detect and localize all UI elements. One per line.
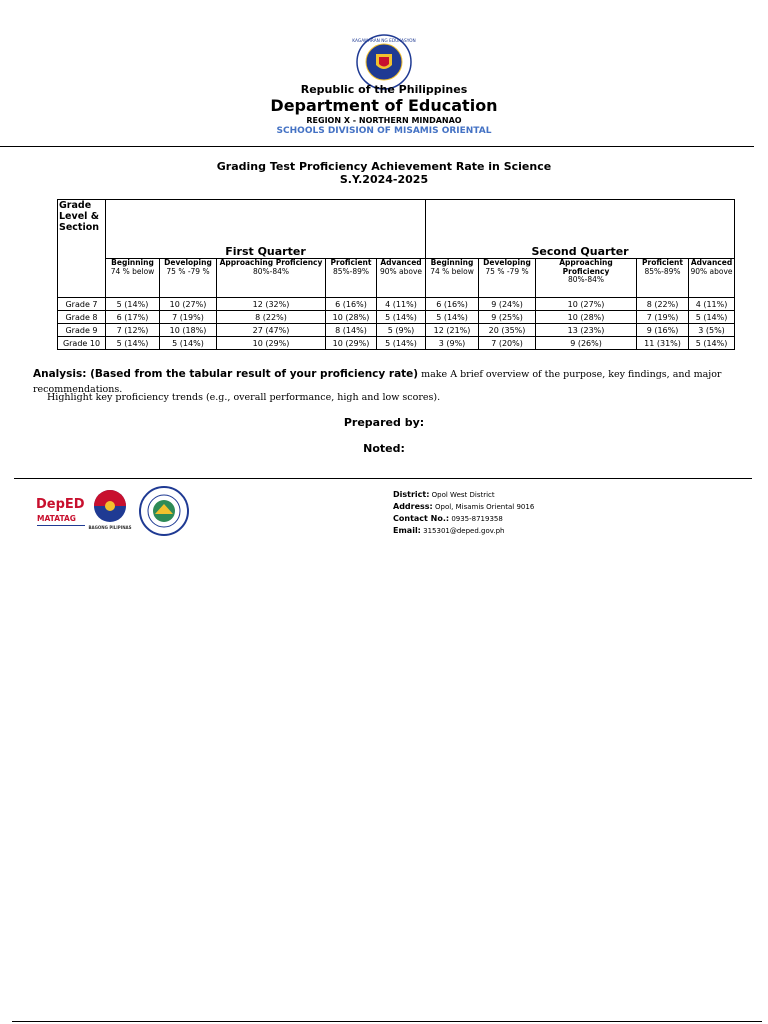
contact-value: 0935-8719358 xyxy=(451,515,503,523)
band-header xyxy=(160,259,217,298)
band-header xyxy=(377,259,426,298)
table-row xyxy=(58,324,735,337)
band-name: Developing xyxy=(164,258,212,267)
value-cell: 9 (25%) xyxy=(479,311,536,324)
band-name: Developing xyxy=(483,258,531,267)
value-cell: 27 (47%) xyxy=(217,324,326,337)
value-cell: 6 (17%) xyxy=(106,311,160,324)
second-quarter-header: Second Quarter xyxy=(426,200,735,259)
band-range: 85%-89% xyxy=(644,266,681,276)
seal-text: KAGAWARAN NG EDUKASYON xyxy=(352,39,416,44)
analysis-heading: Analysis: (Based from the tabular result of your proficiency rate) xyxy=(33,368,419,380)
value-cell: 3 (5%) xyxy=(689,324,735,337)
band-name: Proficient xyxy=(330,258,372,267)
band-range: 90% above xyxy=(379,266,423,276)
band-header xyxy=(479,259,536,298)
quarter-header-row xyxy=(58,200,735,259)
email-line xyxy=(393,525,534,537)
school-seal-icon xyxy=(139,486,189,536)
matatag-text: MATATAG xyxy=(37,514,76,523)
report-title-block xyxy=(0,160,768,186)
value-cell: 10 (28%) xyxy=(536,311,637,324)
prepared-by-label: Prepared by: xyxy=(343,416,425,429)
table-row xyxy=(58,298,735,311)
value-cell: 3 (9%) xyxy=(426,337,479,350)
value-cell: 8 (14%) xyxy=(326,324,377,337)
table-row xyxy=(58,337,735,350)
value-cell: 5 (14%) xyxy=(377,311,426,324)
band-name: Advanced xyxy=(380,258,422,267)
division-heading: SCHOOLS DIVISION OF MISAMIS ORIENTAL xyxy=(276,126,492,136)
value-cell: 6 (16%) xyxy=(426,298,479,311)
value-cell: 7 (19%) xyxy=(637,311,689,324)
bagong-pilipinas-text: BAGONG PILIPINAS xyxy=(88,525,132,530)
band-name: Approaching Proficiency xyxy=(219,258,323,267)
value-cell: 9 (26%) xyxy=(536,337,637,350)
band-range: 74 % below xyxy=(430,266,474,276)
value-cell: 10 (29%) xyxy=(217,337,326,350)
band-name: Beginning xyxy=(430,258,474,267)
band-range: 80%-84% xyxy=(567,275,605,284)
highlight-note: Highlight key proficiency trends (e.g., overall performance, high and low scores). xyxy=(47,392,441,403)
proficiency-table xyxy=(57,199,735,350)
value-cell: 5 (9%) xyxy=(377,324,426,337)
value-cell: 5 (14%) xyxy=(377,337,426,350)
value-cell: 8 (22%) xyxy=(637,298,689,311)
value-cell: 10 (18%) xyxy=(160,324,217,337)
contact-label: Contact No.: xyxy=(393,514,450,523)
page-bottom-border xyxy=(12,1021,762,1022)
band-name: Approaching Proficiency xyxy=(559,258,613,276)
grade-cell: Grade 10 xyxy=(58,337,106,350)
value-cell: 10 (27%) xyxy=(160,298,217,311)
region-heading: REGION X - NORTHERN MINDANAO xyxy=(306,116,462,125)
value-cell: 5 (14%) xyxy=(426,311,479,324)
table-row xyxy=(58,311,735,324)
value-cell: 4 (11%) xyxy=(689,298,735,311)
address-value: Opol, Misamis Oriental 9016 xyxy=(434,503,535,511)
grade-cell: Grade 7 xyxy=(58,298,106,311)
value-cell: 11 (31%) xyxy=(637,337,689,350)
school-year: S.Y.2024-2025 xyxy=(339,173,429,186)
band-range: 80%-84% xyxy=(252,266,290,276)
band-range: 75 % -79 % xyxy=(485,266,529,276)
value-cell: 5 (14%) xyxy=(106,298,160,311)
republic-heading: Republic of the Philippines xyxy=(300,83,468,96)
band-range: 90% above xyxy=(690,266,733,276)
value-cell: 13 (23%) xyxy=(536,324,637,337)
district-label: District: xyxy=(393,490,430,499)
band-range: 74 % below xyxy=(110,266,155,276)
value-cell: 9 (16%) xyxy=(637,324,689,337)
grade-cell: Grade 9 xyxy=(58,324,106,337)
contact-block xyxy=(393,489,534,537)
value-cell: 10 (29%) xyxy=(326,337,377,350)
band-name: Proficient xyxy=(642,258,683,267)
footer-divider xyxy=(14,478,752,479)
analysis-text: make A brief overview of the purpose, key findings, and major recommendations. xyxy=(33,369,722,395)
value-cell: 10 (28%) xyxy=(326,311,377,324)
value-cell: 12 (32%) xyxy=(217,298,326,311)
district-value: Opol West District xyxy=(431,491,495,499)
address-line xyxy=(393,501,534,513)
band-name: Beginning xyxy=(111,258,154,267)
grade-level-header: Grade Level & Section xyxy=(58,200,106,298)
noted-label: Noted: xyxy=(363,442,405,455)
deped-matatag-logo xyxy=(36,493,86,533)
header-divider xyxy=(0,146,754,147)
value-cell: 10 (27%) xyxy=(536,298,637,311)
band-header-row xyxy=(58,259,735,298)
value-cell: 12 (21%) xyxy=(426,324,479,337)
email-value: 315301@deped.gov.ph xyxy=(423,527,505,535)
value-cell: 20 (35%) xyxy=(479,324,536,337)
band-range: 85%-89% xyxy=(332,266,370,276)
address-label: Address: xyxy=(393,502,433,511)
value-cell: 8 (22%) xyxy=(217,311,326,324)
deped-logo-text: DepED xyxy=(36,497,85,512)
band-header xyxy=(326,259,377,298)
value-cell: 7 (12%) xyxy=(106,324,160,337)
value-cell: 4 (11%) xyxy=(377,298,426,311)
contact-line xyxy=(393,513,534,525)
value-cell: 9 (24%) xyxy=(479,298,536,311)
band-header xyxy=(217,259,326,298)
value-cell: 7 (19%) xyxy=(160,311,217,324)
value-cell: 6 (16%) xyxy=(326,298,377,311)
value-cell: 5 (14%) xyxy=(689,337,735,350)
band-name: Advanced xyxy=(690,258,733,267)
grade-cell: Grade 8 xyxy=(58,311,106,324)
department-heading: Department of Education xyxy=(270,96,498,115)
band-range: 75 % -79 % xyxy=(166,266,210,276)
email-label: Email: xyxy=(393,526,421,535)
value-cell: 7 (20%) xyxy=(479,337,536,350)
first-quarter-header: First Quarter xyxy=(106,200,426,259)
value-cell: 5 (14%) xyxy=(160,337,217,350)
value-cell: 5 (14%) xyxy=(689,311,735,324)
band-header xyxy=(689,259,735,298)
band-header xyxy=(426,259,479,298)
value-cell: 5 (14%) xyxy=(106,337,160,350)
district-line xyxy=(393,489,534,501)
band-header xyxy=(536,259,637,298)
report-title: Grading Test Proficiency Achievement Rate in Science xyxy=(216,160,552,173)
band-header xyxy=(106,259,160,298)
bagong-pilipinas-logo xyxy=(89,487,131,531)
band-header xyxy=(637,259,689,298)
deped-seal-icon xyxy=(352,34,416,90)
